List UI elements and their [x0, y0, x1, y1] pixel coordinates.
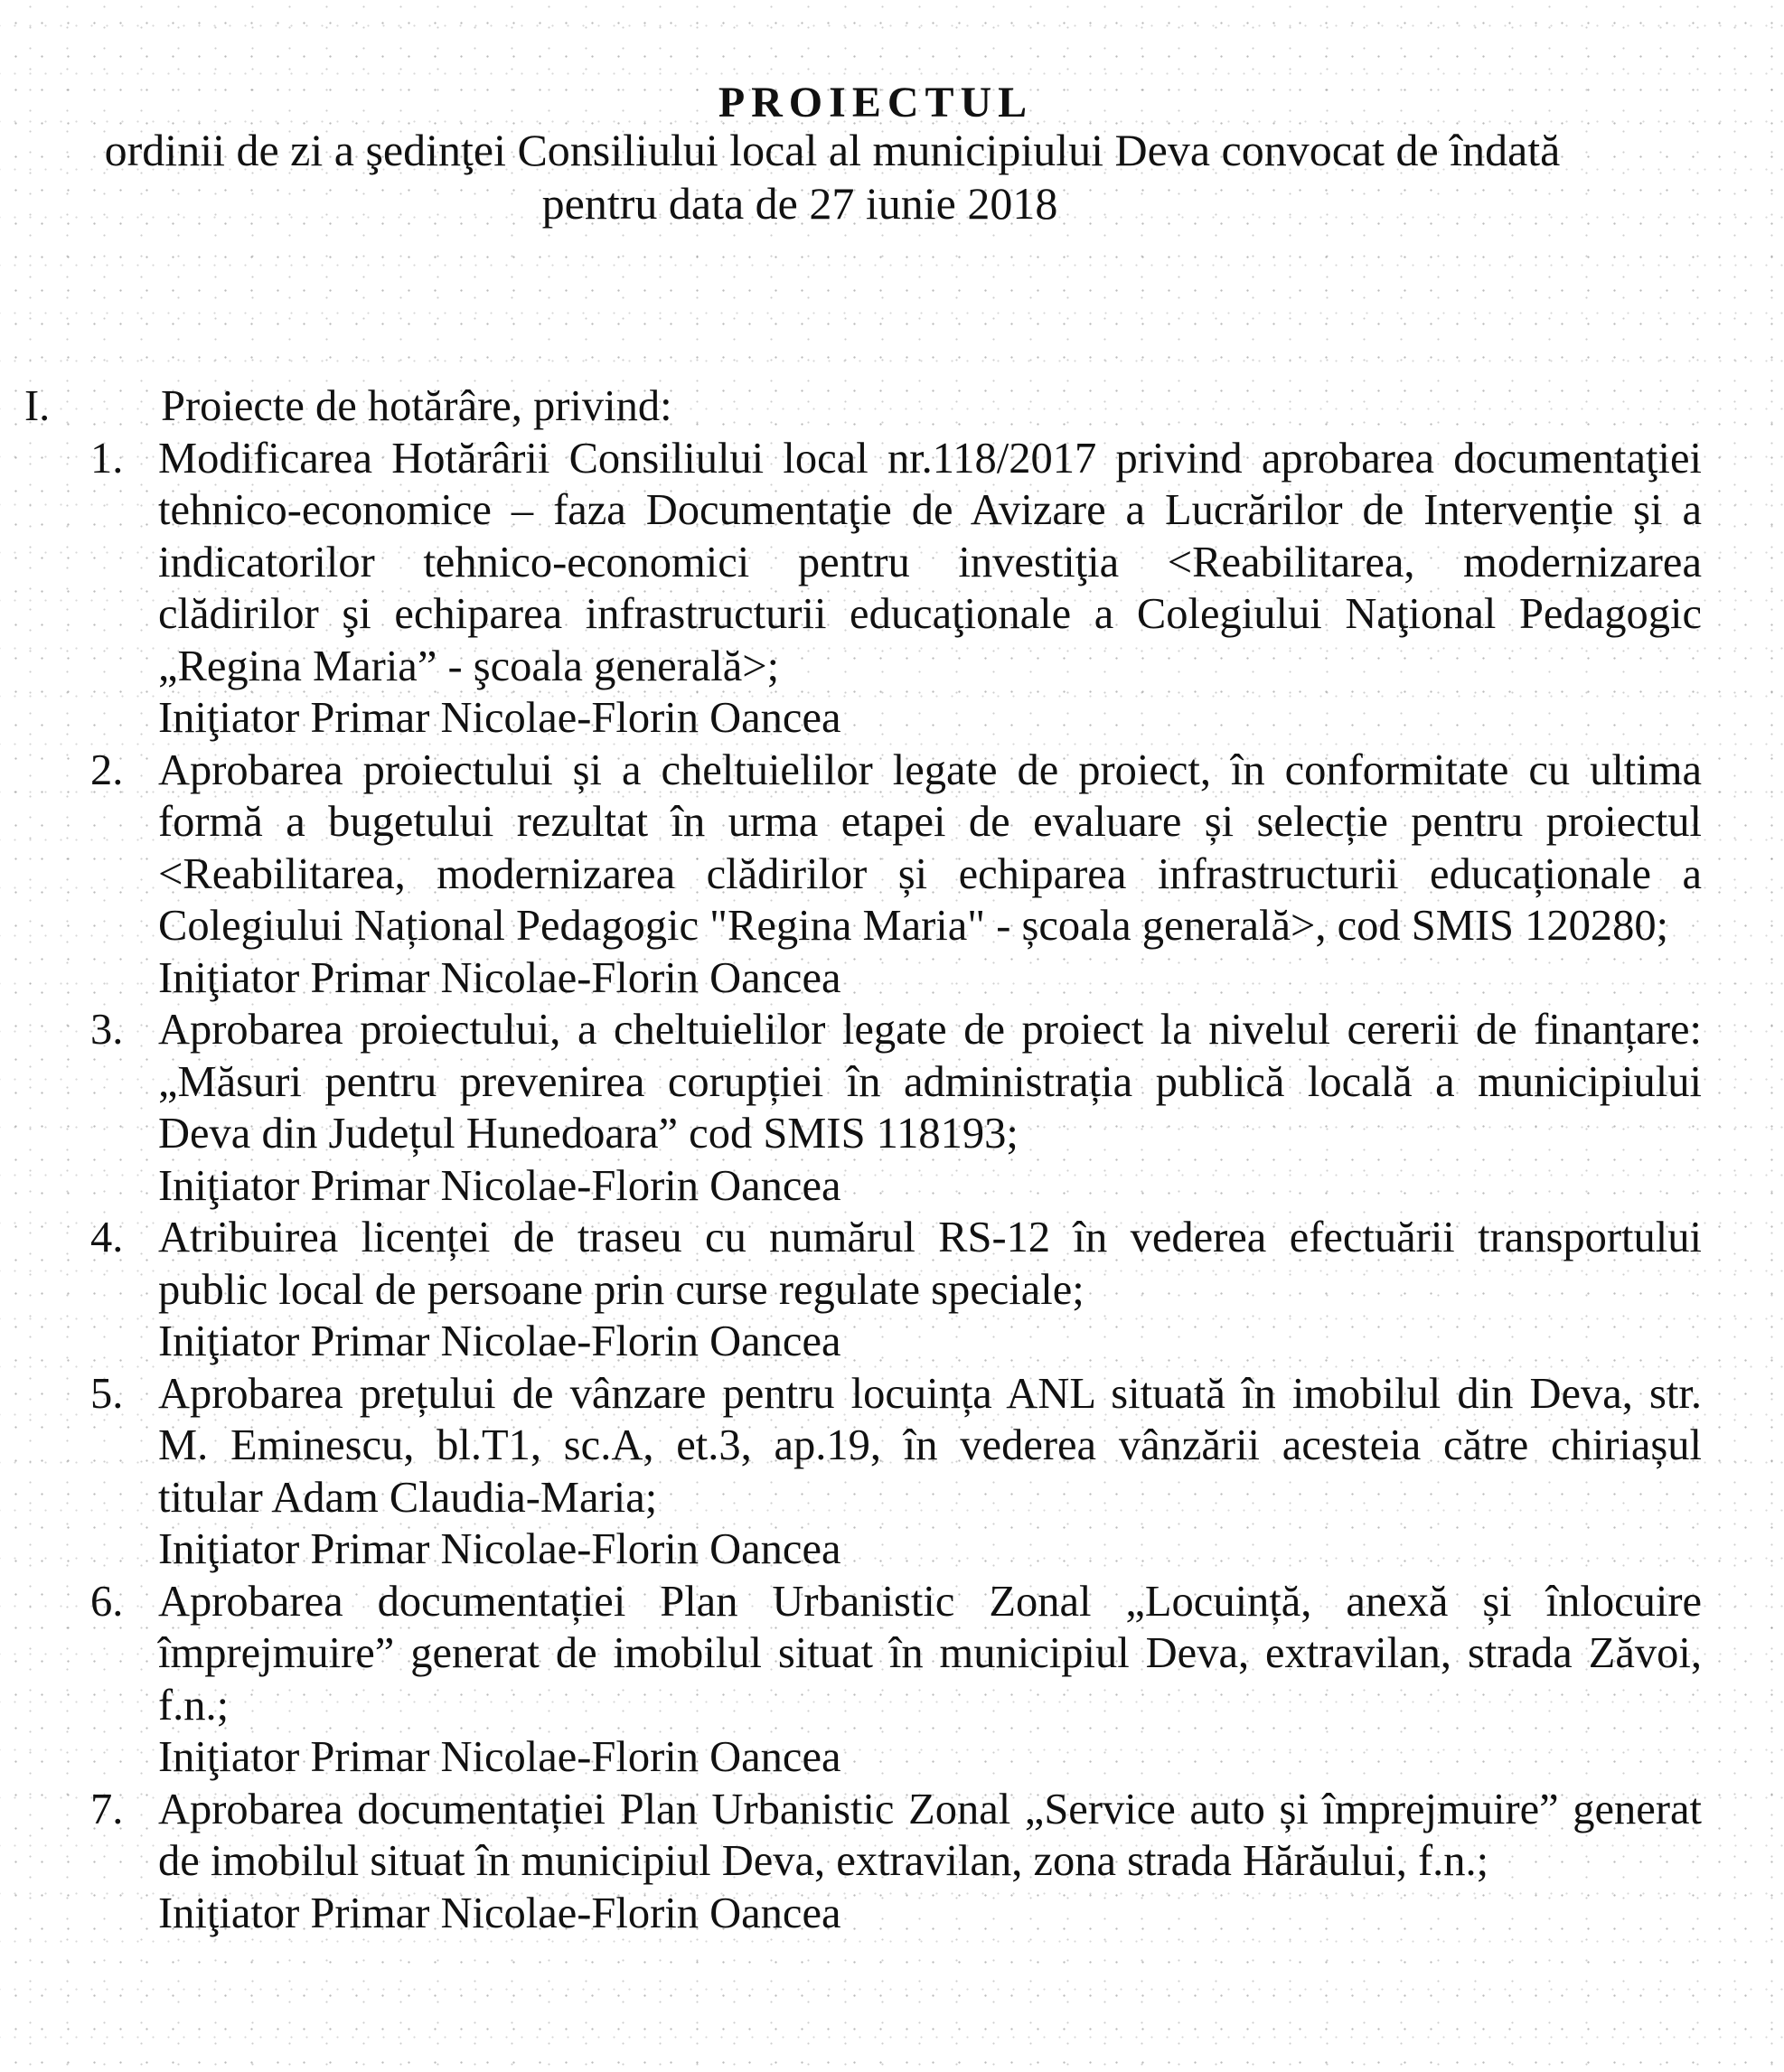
- item-initiator: Iniţiator Primar Nicolae-Florin Oancea: [158, 1889, 841, 1937]
- item-text-line: „Măsuri pentru prevenirea corupției în administrația publică locală a municipiului: [158, 1057, 1702, 1106]
- item-initiator: Iniţiator Primar Nicolae-Florin Oancea: [158, 1733, 841, 1781]
- item-initiator: Iniţiator Primar Nicolae-Florin Oancea: [158, 1525, 841, 1573]
- item-text-line: clădirilor şi echiparea infrastructurii educaţionale a Colegiului Naţional Pedagogic: [158, 590, 1702, 638]
- meeting-date: pentru data de 27 iunie 2018: [541, 178, 1058, 229]
- item-text-line: tehnico-economice – faza Documentaţie de Avizare a Lucrărilor de Intervenție și a: [158, 486, 1702, 534]
- item-text-line: Colegiului Național Pedagogic "Regina Maria" - școala generală>, cod SMIS 120280;: [158, 902, 1669, 950]
- section-numeral: I.: [24, 382, 51, 430]
- item-initiator: Iniţiator Primar Nicolae-Florin Oancea: [158, 1161, 841, 1210]
- item-text-line: formă a bugetului rezultat în urma etapei de evaluare și selecție pentru proiectul: [158, 798, 1702, 846]
- item-number: 4.: [90, 1214, 124, 1261]
- item-initiator: Iniţiator Primar Nicolae-Florin Oancea: [158, 1317, 841, 1365]
- item-number: 2.: [90, 745, 124, 794]
- item-text-line: Aprobarea documentației Plan Urbanistic Zonal „Service auto și împrejmuire” generat: [158, 1785, 1702, 1833]
- item-text-line: public local de persoane prin curse regulate speciale;: [158, 1265, 1084, 1314]
- item-text-line: Deva din Județul Hunedoara” cod SMIS 118193;: [158, 1110, 1019, 1158]
- item-text-line: de imobilul situat în municipiul Deva, extravilan, zona strada Hărăului, f.n.;: [158, 1837, 1489, 1885]
- item-text-line: „Regina Maria” - şcoala generală>;: [158, 642, 780, 690]
- item-text-line: <Reabilitarea, modernizarea clădirilor și echiparea infrastructurii educaționale a: [158, 849, 1702, 898]
- section-heading: Proiecte de hotărâre, privind:: [161, 382, 672, 430]
- item-number: 3.: [90, 1006, 124, 1054]
- item-number: 7.: [90, 1785, 124, 1833]
- item-number: 6.: [90, 1577, 124, 1626]
- item-text-line: Aprobarea prețului de vânzare pentru locuința ANL situată în imobilul din Deva, str.: [158, 1369, 1702, 1418]
- item-text-line: împrejmuire” generat de imobilul situat în municipiul Deva, extravilan, strada Zăvoi,: [158, 1629, 1702, 1677]
- item-text-line: Aprobarea proiectului, a cheltuielilor legate de proiect la nivelul cererii de finanțare:: [158, 1006, 1702, 1054]
- item-text-line: titular Adam Claudia-Maria;: [158, 1473, 658, 1522]
- item-text-line: Atribuirea licenței de traseu cu numărul RS-12 în vederea efectuării transportului: [158, 1214, 1702, 1261]
- item-number: 1.: [90, 434, 124, 483]
- item-text-line: M. Eminescu, bl.T1, sc.A, et.3, ap.19, în vederea vânzării acesteia către chiriașul: [158, 1421, 1702, 1469]
- document-title: PROIECTUL: [718, 79, 1034, 127]
- document-subtitle: ordinii de zi a şedinţei Consiliului local al municipiului Deva convocat de îndată: [104, 125, 1561, 175]
- item-text-line: Aprobarea proiectului și a cheltuielilor legate de proiect, în conformitate cu ultima: [158, 745, 1702, 794]
- item-text-line: Aprobarea documentației Plan Urbanistic Zonal „Locuință, anexă și înlocuire: [158, 1577, 1702, 1626]
- item-initiator: Iniţiator Primar Nicolae-Florin Oancea: [158, 694, 841, 742]
- item-text-line: Modificarea Hotărârii Consiliului local nr.118/2017 privind aprobarea documentaţiei: [158, 434, 1702, 483]
- item-initiator: Iniţiator Primar Nicolae-Florin Oancea: [158, 953, 841, 1002]
- item-text-line: indicatorilor tehnico-economici pentru investiţia <Reabilitarea, modernizarea: [158, 538, 1702, 586]
- item-text-line: f.n.;: [158, 1681, 230, 1730]
- item-number: 5.: [90, 1369, 124, 1418]
